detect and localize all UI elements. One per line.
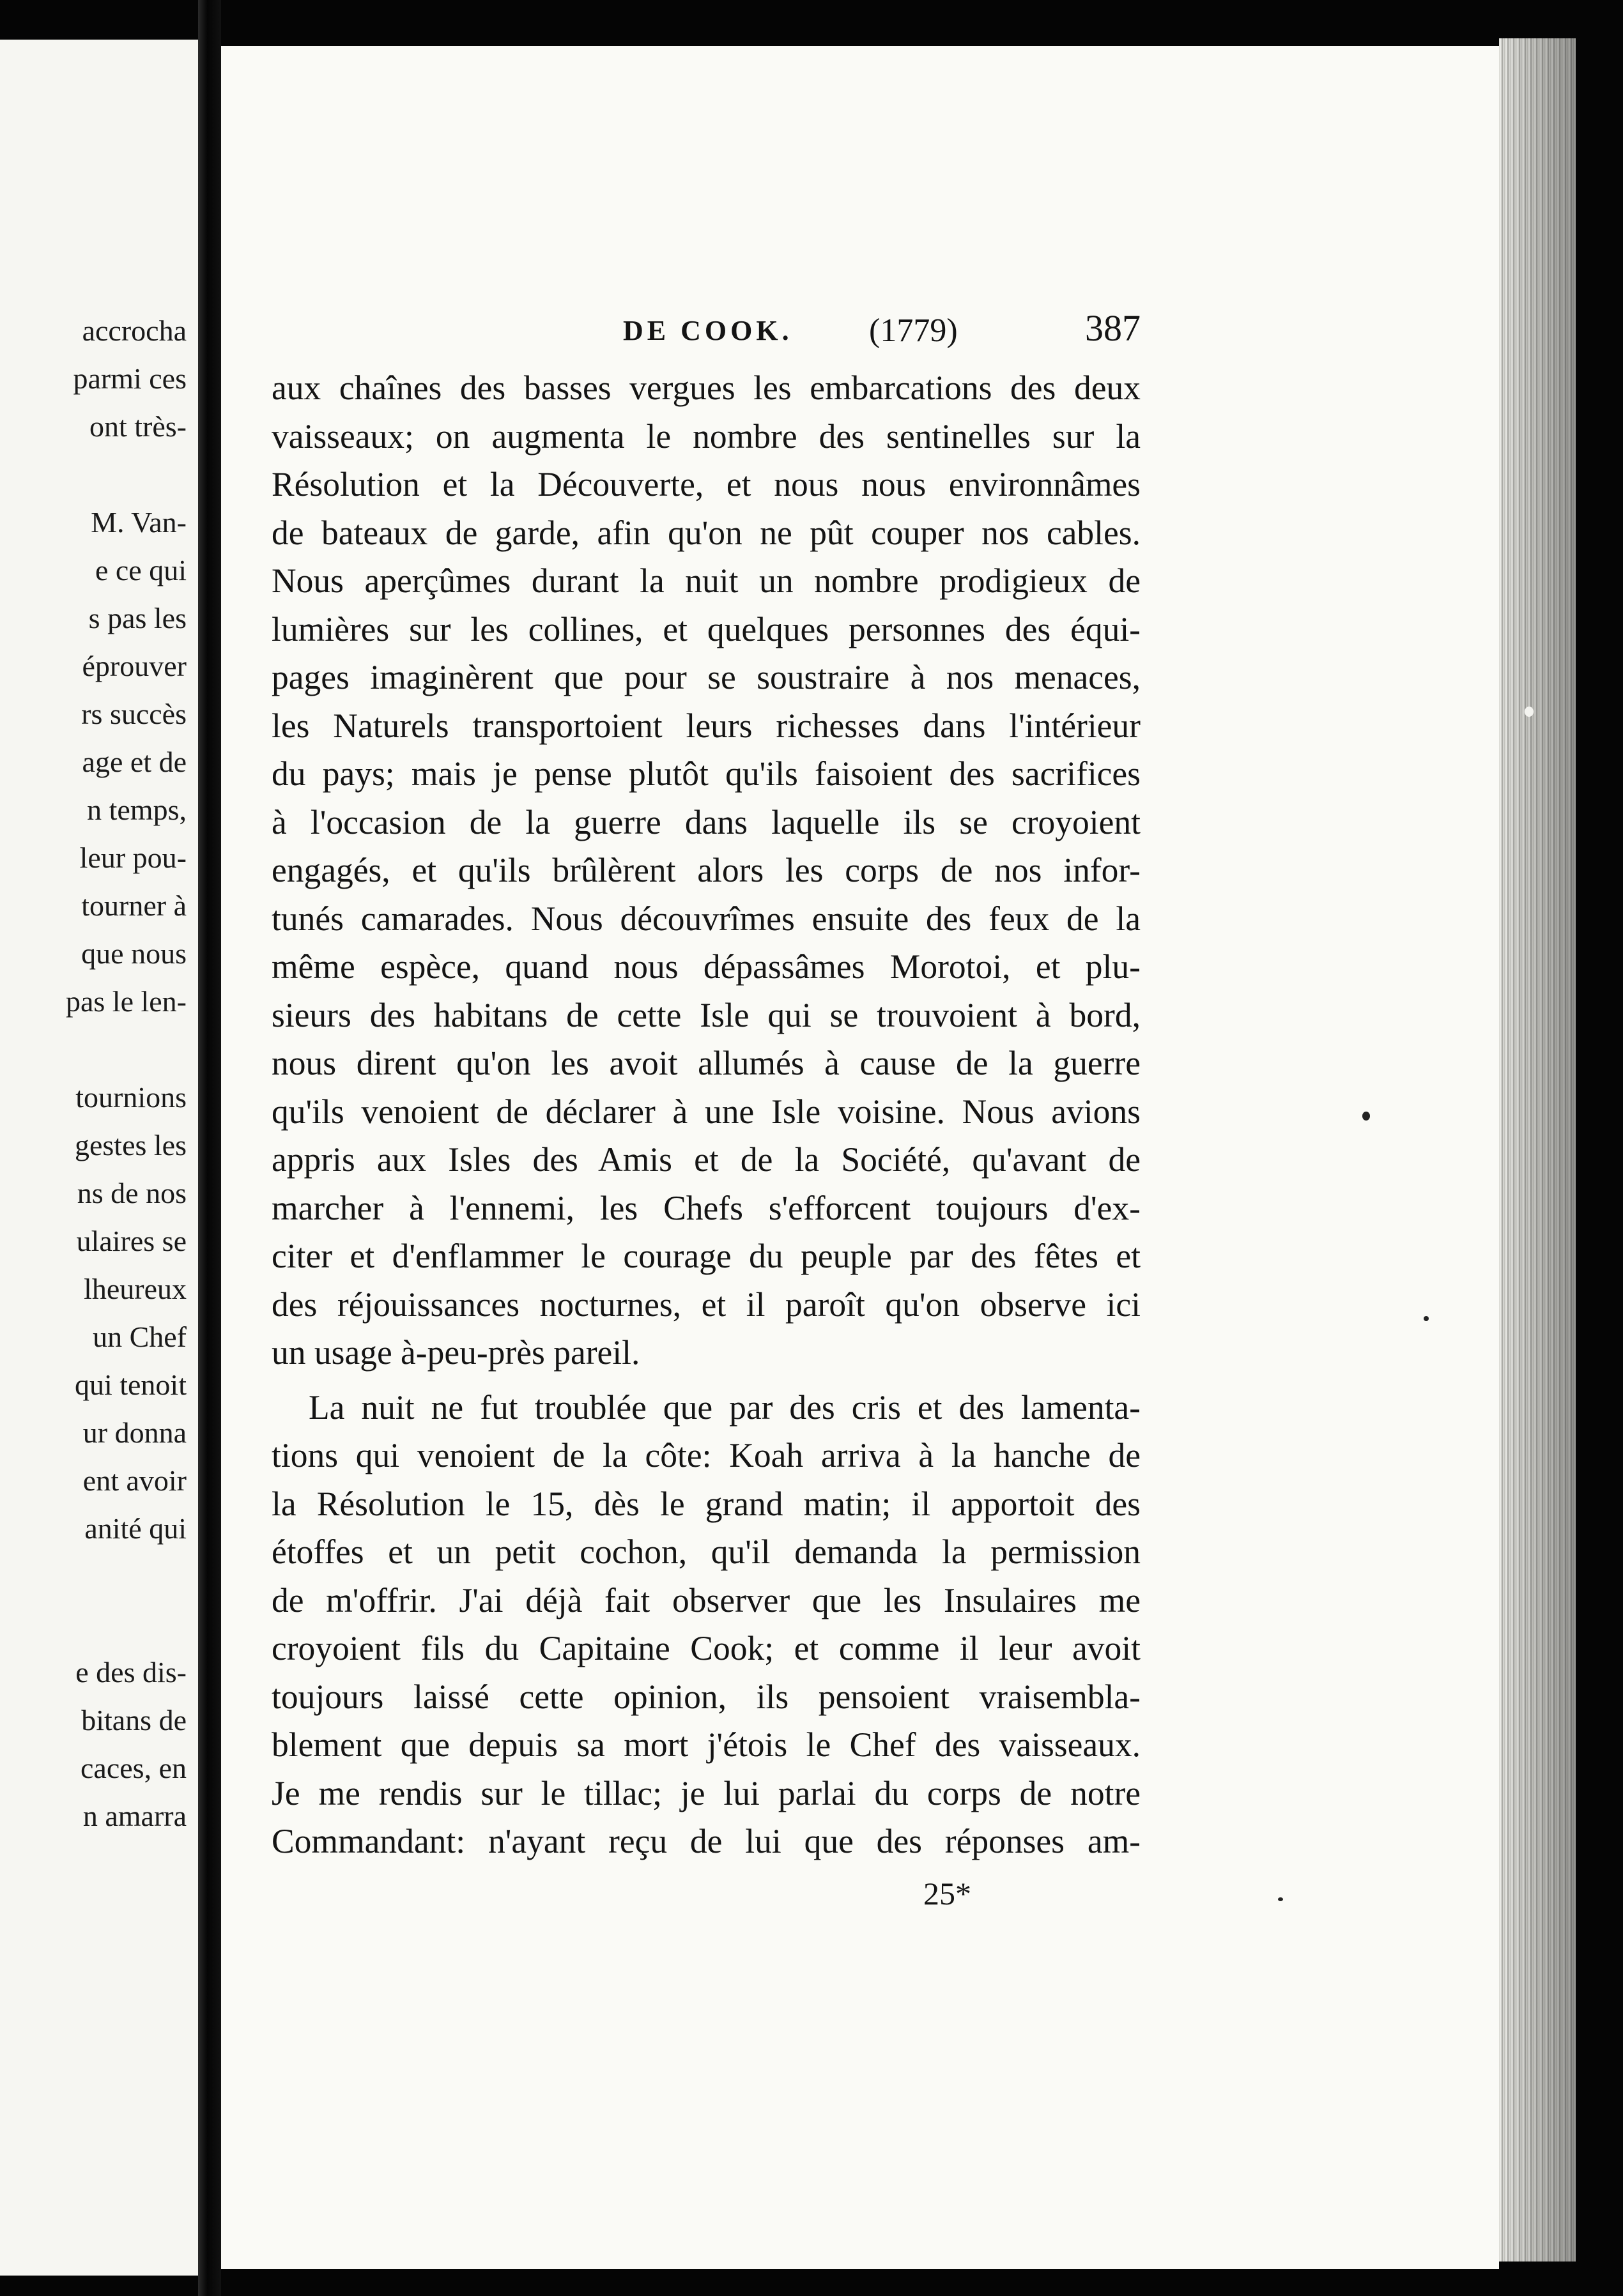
left-page-text-fragment: accrocha (82, 314, 187, 347)
text-line: étoffes et un petit cochon, qu'il demanda la permission (272, 1533, 1141, 1571)
left-page-text-fragment: caces, en (81, 1752, 187, 1784)
text-line: tunés camarades. Nous découvrîmes ensuite des feux de la (272, 899, 1141, 938)
left-page-text-fragment: ent avoir (82, 1464, 187, 1497)
left-facing-page (0, 40, 198, 2276)
page-number: 387 (1085, 307, 1141, 349)
left-page-text-fragment: tournions (75, 1081, 187, 1114)
left-page-text-fragment: e ce qui (95, 554, 187, 586)
page-text-block (272, 307, 1141, 1921)
text-line: un usage à-peu-près pareil. (272, 1333, 640, 1372)
text-line: la Résolution le 15, dès le grand matin; il apportoit des (272, 1484, 1141, 1523)
text-line: marcher à l'ennemi, les Chefs s'efforcent toujours d'ex- (272, 1188, 1141, 1227)
text-line: pages imaginèrent que pour se soustraire à nos menaces, (272, 658, 1141, 696)
left-page-text-fragment: e des dis- (75, 1656, 187, 1688)
running-head (272, 307, 1141, 364)
left-page-text-fragment: ont très- (89, 410, 187, 443)
text-line: La nuit ne fut troublée que par des cris et des lamenta- (309, 1388, 1141, 1427)
catchword (272, 1870, 1141, 1921)
left-page-text-fragment: que nous (81, 937, 187, 970)
text-line: les Naturels transportoient leurs richesses dans l'intérieur (272, 706, 1141, 745)
text-line: vaisseaux; on augmenta le nombre des sentinelles sur la (272, 417, 1141, 455)
left-page-text-fragment: éprouver (82, 650, 187, 682)
text-line: engagés, et qu'ils brûlèrent alors les corps de nos infor- (272, 851, 1141, 889)
book-gutter (198, 0, 221, 2296)
ink-speck (1278, 1897, 1283, 1901)
page-edges (1499, 38, 1576, 2262)
text-line: à l'occasion de la guerre dans laquelle ils se croyoient (272, 802, 1141, 841)
text-line: de bateaux de garde, afin qu'on ne pût couper nos cables. (272, 513, 1141, 552)
left-page-text-fragment: pas le len- (65, 985, 187, 1018)
left-page-text-fragment: un Chef (93, 1320, 187, 1353)
ink-speck (1362, 1112, 1370, 1121)
text-line: Nous aperçûmes durant la nuit un nombre prodigieux de (272, 562, 1141, 600)
running-head-year: (1779) (869, 312, 958, 349)
text-line: croyoient fils du Capitaine Cook; et comme il leur avoit (272, 1629, 1141, 1667)
text-line: nous dirent qu'on les avoit allumés à cause de la guerre (272, 1044, 1141, 1082)
body-text (272, 364, 1141, 1866)
text-line: aux chaînes des basses vergues les embarcations des deux (272, 369, 1141, 407)
text-line: qu'ils venoient de déclarer à une Isle voisine. Nous avions (272, 1092, 1141, 1131)
left-page-text-fragment: ur donna (82, 1416, 187, 1449)
running-head-title: DE COOK. (623, 315, 793, 346)
left-page-text-fragment: age et de (82, 746, 187, 778)
ink-speck (1424, 1316, 1429, 1321)
text-line: citer et d'enflammer le courage du peuple par des fêtes et (272, 1237, 1141, 1275)
left-page-text-fragment: n temps, (87, 793, 187, 826)
ink-speck (1525, 707, 1534, 717)
text-line: Je me rendis sur le tillac; je lui parlai du corps de notre (272, 1773, 1141, 1812)
left-page-text-fragment: anité qui (84, 1512, 187, 1545)
left-page-text-fragment: gestes les (74, 1129, 187, 1161)
text-line: sieurs des habitans de cette Isle qui se trouvoient à bord, (272, 995, 1141, 1034)
left-page-text-fragment: n amarra (82, 1800, 187, 1832)
signature-mark: 25* (923, 1875, 971, 1911)
text-line: du pays; mais je pense plutôt qu'ils faisoient des sacrifices (272, 754, 1141, 793)
text-line: toujours laissé cette opinion, ils pensoient vraisembla- (272, 1677, 1141, 1716)
text-line: de m'offrir. J'ai déjà fait observer que les Insulaires me (272, 1580, 1141, 1619)
text-line: Résolution et la Découverte, et nous nous environnâmes (272, 465, 1141, 503)
left-page-text-fragment: M. Van- (91, 506, 187, 539)
left-page-text-fragment: parmi ces (73, 362, 187, 395)
text-line: Commandant: n'ayant reçu de lui que des réponses am- (272, 1822, 1141, 1860)
left-page-text-fragment: rs succès (81, 698, 187, 730)
left-page-text-fragment: tourner à (81, 889, 187, 922)
text-line: lumières sur les collines, et quelques personnes des équi- (272, 609, 1141, 648)
left-page-text-fragment: lheureux (84, 1273, 187, 1305)
left-page-text-fragment: ns de nos (77, 1177, 187, 1209)
text-line: blement que depuis sa mort j'étois le Chef des vaisseaux. (272, 1726, 1141, 1764)
text-line: des réjouissances nocturnes, et il paroît qu'on observe ici (272, 1285, 1141, 1324)
left-page-text-fragment: leur pou- (79, 841, 187, 874)
text-line: tions qui venoient de la côte: Koah arriva à la hanche de (272, 1436, 1141, 1474)
text-line: même espèce, quand nous dépassâmes Morotoi, et plu- (272, 947, 1141, 986)
left-page-text-fragment: qui tenoit (74, 1368, 187, 1401)
left-page-text-fragment: bitans de (81, 1704, 187, 1736)
left-page-text-fragment: s pas les (88, 602, 187, 634)
left-page-text-fragment: ulaires se (76, 1225, 187, 1257)
text-line: appris aux Isles des Amis et de la Société, qu'avant de (272, 1140, 1141, 1179)
